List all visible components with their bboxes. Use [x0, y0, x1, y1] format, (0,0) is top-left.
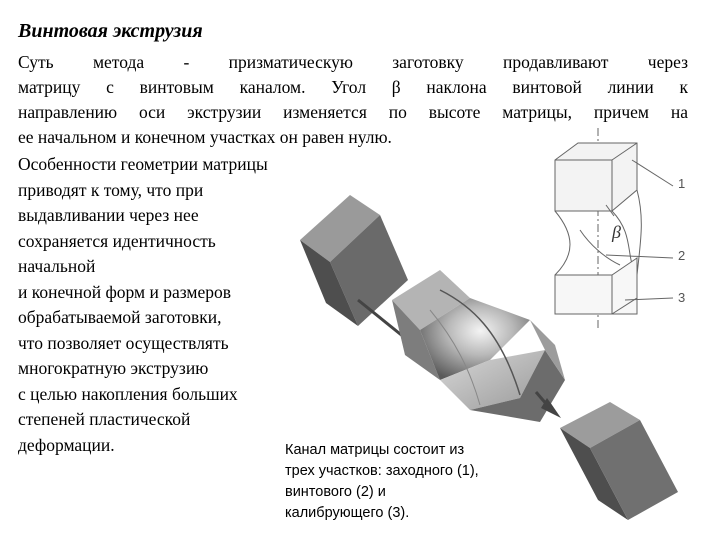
features-line: что позволяет осуществлять: [18, 332, 229, 353]
features-line: деформации.: [18, 434, 115, 455]
features-line: выдавливании через нее: [18, 205, 199, 225]
intro-paragraph: [18, 50, 688, 150]
caption-line: трех участков: заходного (1),: [285, 463, 479, 479]
caption-line: Канал матрицы состоит из: [285, 442, 465, 458]
intro-line: Суть метода - призматическую заготовку продавливают через: [18, 52, 688, 72]
features-line: с целью накопления больших: [18, 383, 238, 404]
features-paragraph: [18, 152, 268, 458]
features-line: начальной: [18, 256, 96, 276]
label-1: 1: [678, 176, 686, 191]
slide-title: Винтовая экструзия: [18, 20, 203, 42]
figure-caption: [285, 440, 479, 524]
caption-line: калибрующего (3).: [285, 505, 410, 521]
features-line: степеней пластической: [18, 409, 191, 429]
label-2: 2: [678, 248, 686, 263]
features-line: обрабатываемой заготовки,: [18, 307, 222, 327]
features-line: многократную экструзию: [18, 358, 209, 378]
label-3: 3: [678, 290, 686, 305]
features-line: Особенности геометрии матрицы: [18, 154, 268, 174]
beta-symbol: β: [612, 222, 621, 242]
caption-line: винтового (2) и: [285, 484, 386, 500]
features-line: и конечной форм и размеров: [18, 281, 232, 302]
intro-line: ее начальном и конечном участках он равен нулю.: [18, 127, 392, 147]
intro-line: направлению оси экструзии изменяется по высоте матрицы, причем на: [18, 102, 688, 122]
features-line: сохраняется идентичность: [18, 230, 216, 251]
intro-line: матрицу с винтовым каналом. Угол β наклона винтовой линии к: [18, 77, 688, 97]
features-line: приводят к тому, что при: [18, 179, 204, 200]
